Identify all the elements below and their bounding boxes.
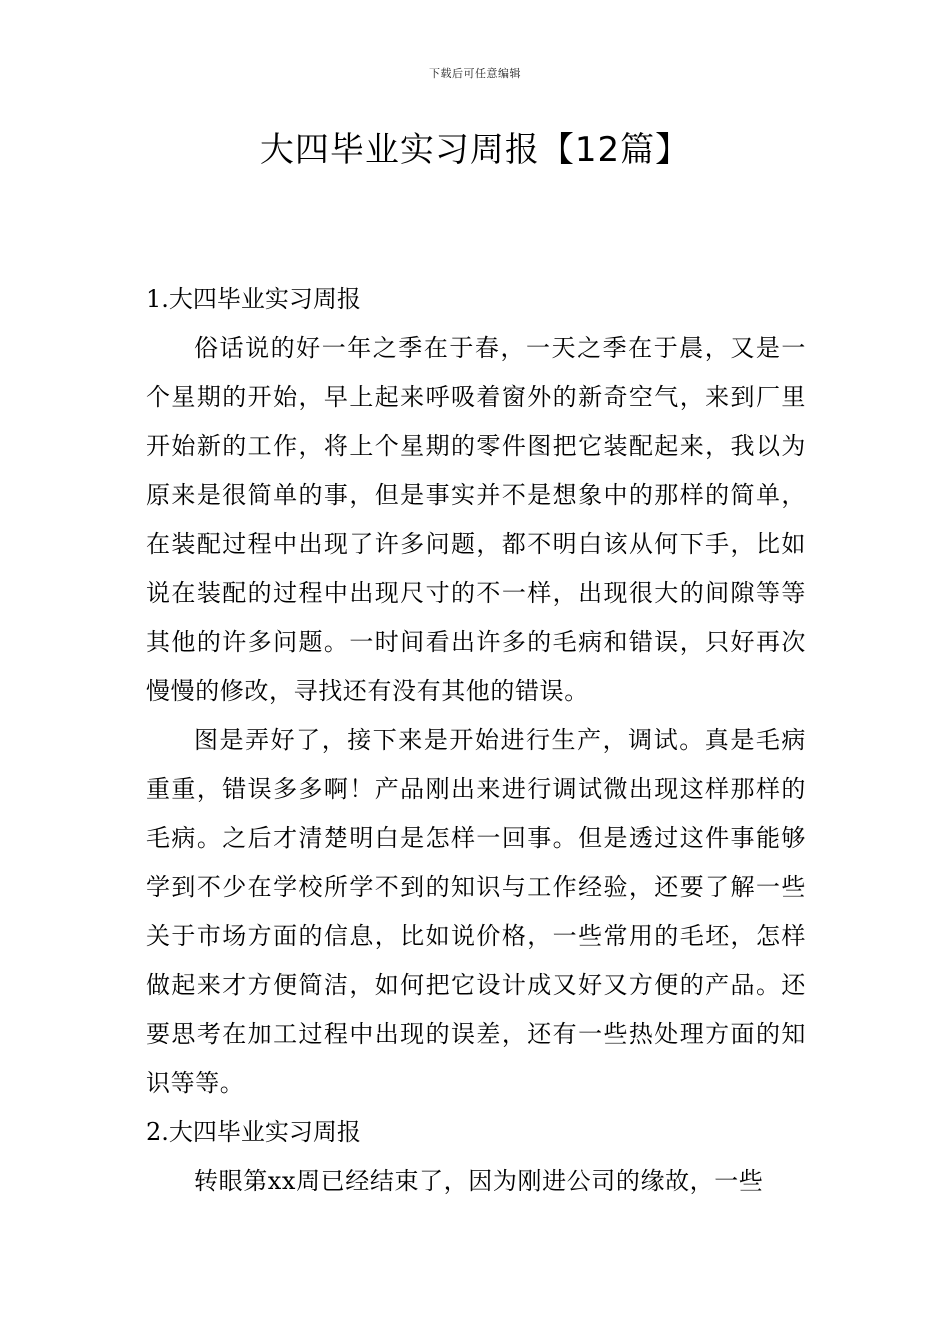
section-heading: 1.大四毕业实习周报 bbox=[146, 285, 361, 313]
document-title: 大四毕业实习周报【12篇】 bbox=[259, 130, 691, 170]
section-2 bbox=[146, 1108, 806, 1206]
paragraph: 转眼第xx周已经结束了，因为刚进公司的缘故，一些 bbox=[194, 1167, 764, 1195]
section-heading: 2.大四毕业实习周报 bbox=[146, 1118, 361, 1146]
paragraph: 图是弄好了，接下来是开始进行生产，调试。真是毛病重重，错误多多啊！产品刚出来进行调试微出现这样那样的毛病。之后才清楚明白是怎样一回事。但是透过这件事能够学到不少在学校所学不到的知识与工作经验，还要了解一些关于市场方面的信息，比如说价格，一些常用的毛坯，怎样做起来才方便简洁，如何把它设计成又好又方便的产品。还要思考在加工过程中出现的误差，还有一些热处理方面的知识等等。 bbox=[146, 726, 806, 1097]
document-body bbox=[146, 275, 806, 1206]
paragraph: 俗话说的好一年之季在于春，一天之季在于晨，又是一个星期的开始，早上起来呼吸着窗外的新奇空气，来到厂里开始新的工作，将上个星期的零件图把它装配起来，我以为原来是很简单的事，但是事实并不是想象中的那样的简单，在装配过程中出现了许多问题，都不明白该从何下手，比如说在装配的过程中出现尺寸的不一样，出现很大的间隙等等其他的许多问题。一时间看出许多的毛病和错误，只好再次慢慢的修改，寻找还有没有其他的错误。 bbox=[146, 334, 806, 705]
header-note: 下载后可任意编辑 bbox=[429, 67, 521, 80]
section-1 bbox=[146, 275, 806, 1108]
